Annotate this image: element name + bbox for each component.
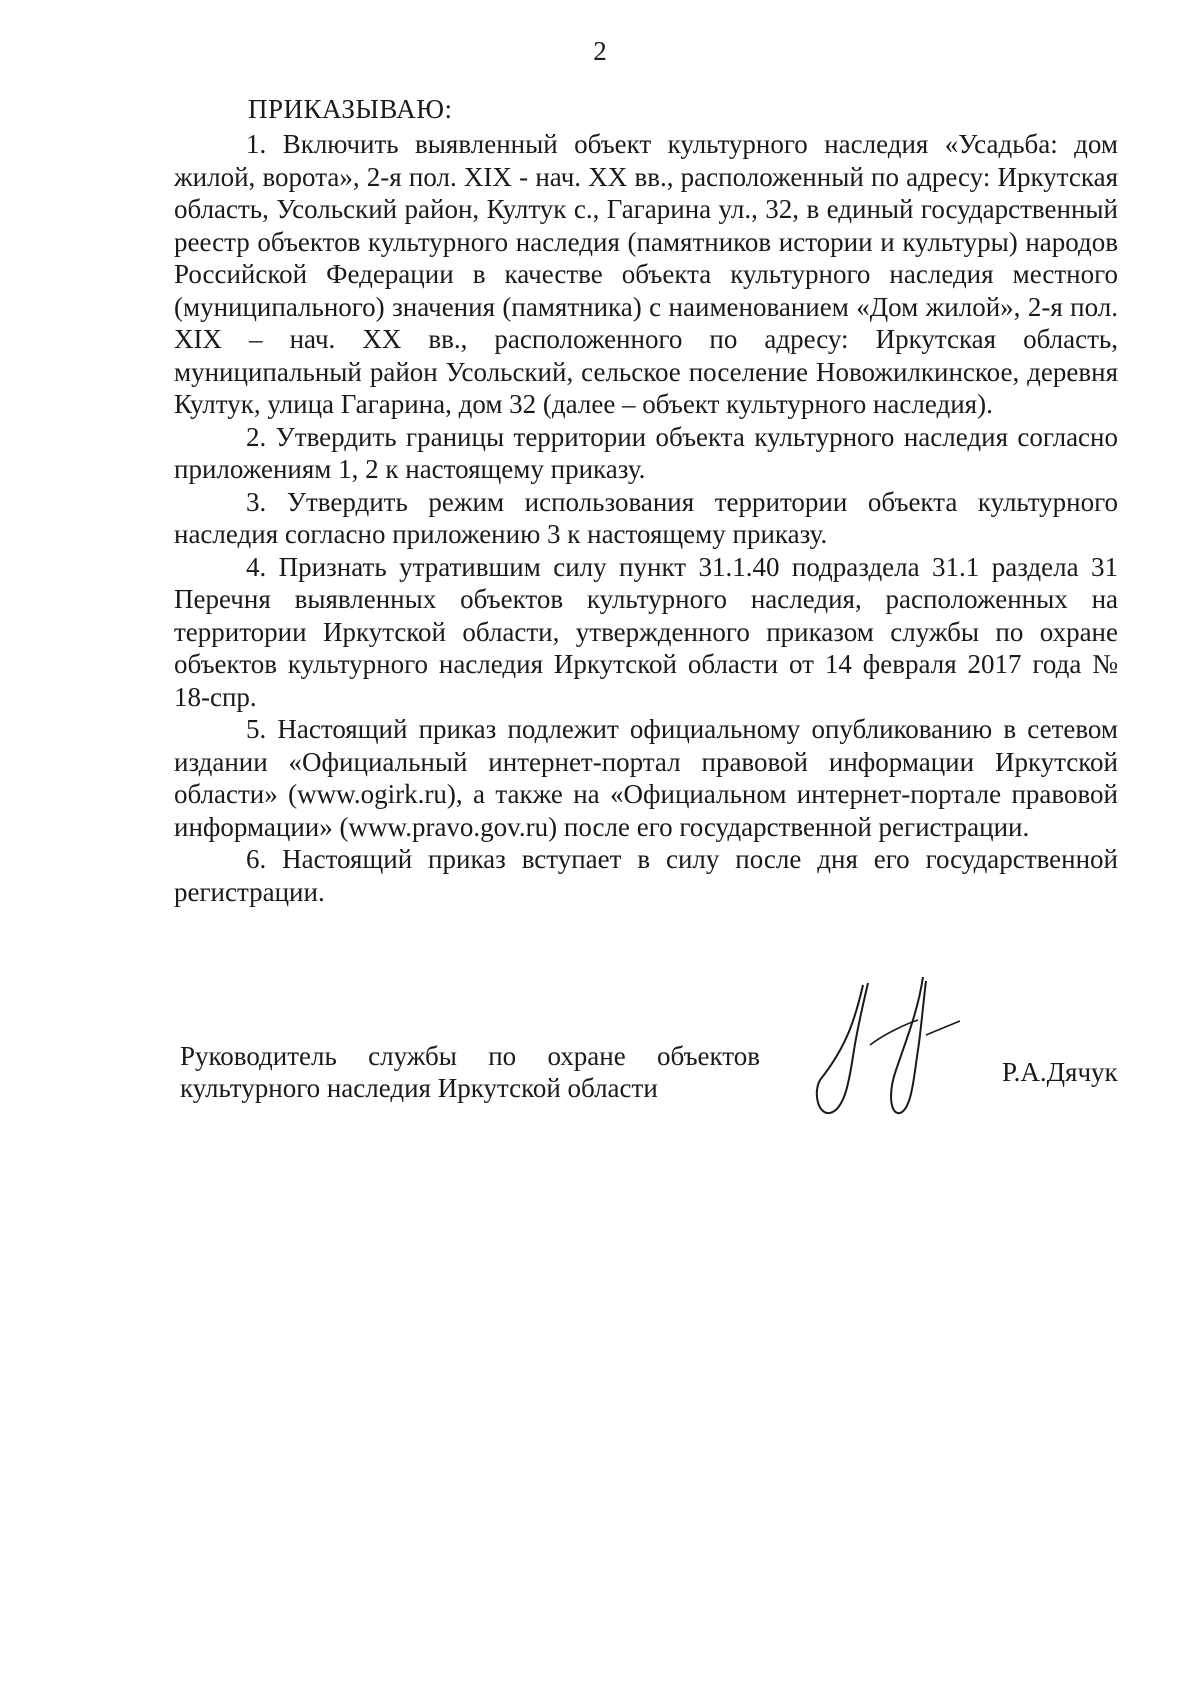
order-item-2: 2. Утвердить границы территории объекта культурного наследия согласно приложениям 1, 2 к настоящему приказу. — [174, 421, 1118, 484]
page-number: 2 — [593, 36, 607, 66]
handwritten-signature-icon — [808, 975, 988, 1135]
order-item-4: 4. Признать утратившим силу пункт 31.1.40 подраздела 31.1 раздела 31 Перечня выявленных объектов культурного наследия, расположенных на территории Иркутской области, утвержденного приказом службы по охране объектов культурного наследия Иркутской области от 14 февраля 2017 года № 18-спр. — [174, 551, 1118, 712]
signer-name: Р.А.Дячук — [1002, 1057, 1118, 1087]
order-body — [174, 128, 1118, 908]
order-item-5: 5. Настоящий приказ подлежит официальному опубликованию в сетевом издании «Официальный интернет-портал правовой информации Иркутской области» (www.ogirk.ru), а также на «Официальном интернет-портале правовой информации» (www.pravo.gov.ru) после его государственной регистрации. — [174, 714, 1118, 842]
signatory-title: Руководитель службы по охране объектов культурного наследия Иркутской области — [180, 1041, 760, 1103]
order-item-3: 3. Утвердить режим использования территории объекта культурного наследия согласно приложению 3 к настоящему приказу. — [174, 486, 1118, 549]
order-heading: ПРИКАЗЫВАЮ: — [248, 94, 453, 124]
order-item-6: 6. Настоящий приказ вступает в силу после дня его государственной регистрации. — [174, 844, 1118, 907]
order-item-1: 1. Включить выявленный объект культурного наследия «Усадьба: дом жилой, ворота», 2-я пол. XIX - нач. XX вв., расположенный по адресу: Иркутская область, Усольский район, Култук с., Гагарина ул., 32, в единый государственный реестр объектов культурного наследия (памятников истории и культуры) народов Российской Федерации в качестве объекта культурного наследия местного (муниципального) значения (памятника) с наименованием «Дом жилой», 2-я пол. XIX – нач. XX вв., расположенного по адресу: Иркутская область, муниципальный район Усольский, сельское поселение Новожилкинское, деревня Култук, улица Гагарина, дом 32 (далее – объект культурного наследия). — [174, 129, 1118, 419]
